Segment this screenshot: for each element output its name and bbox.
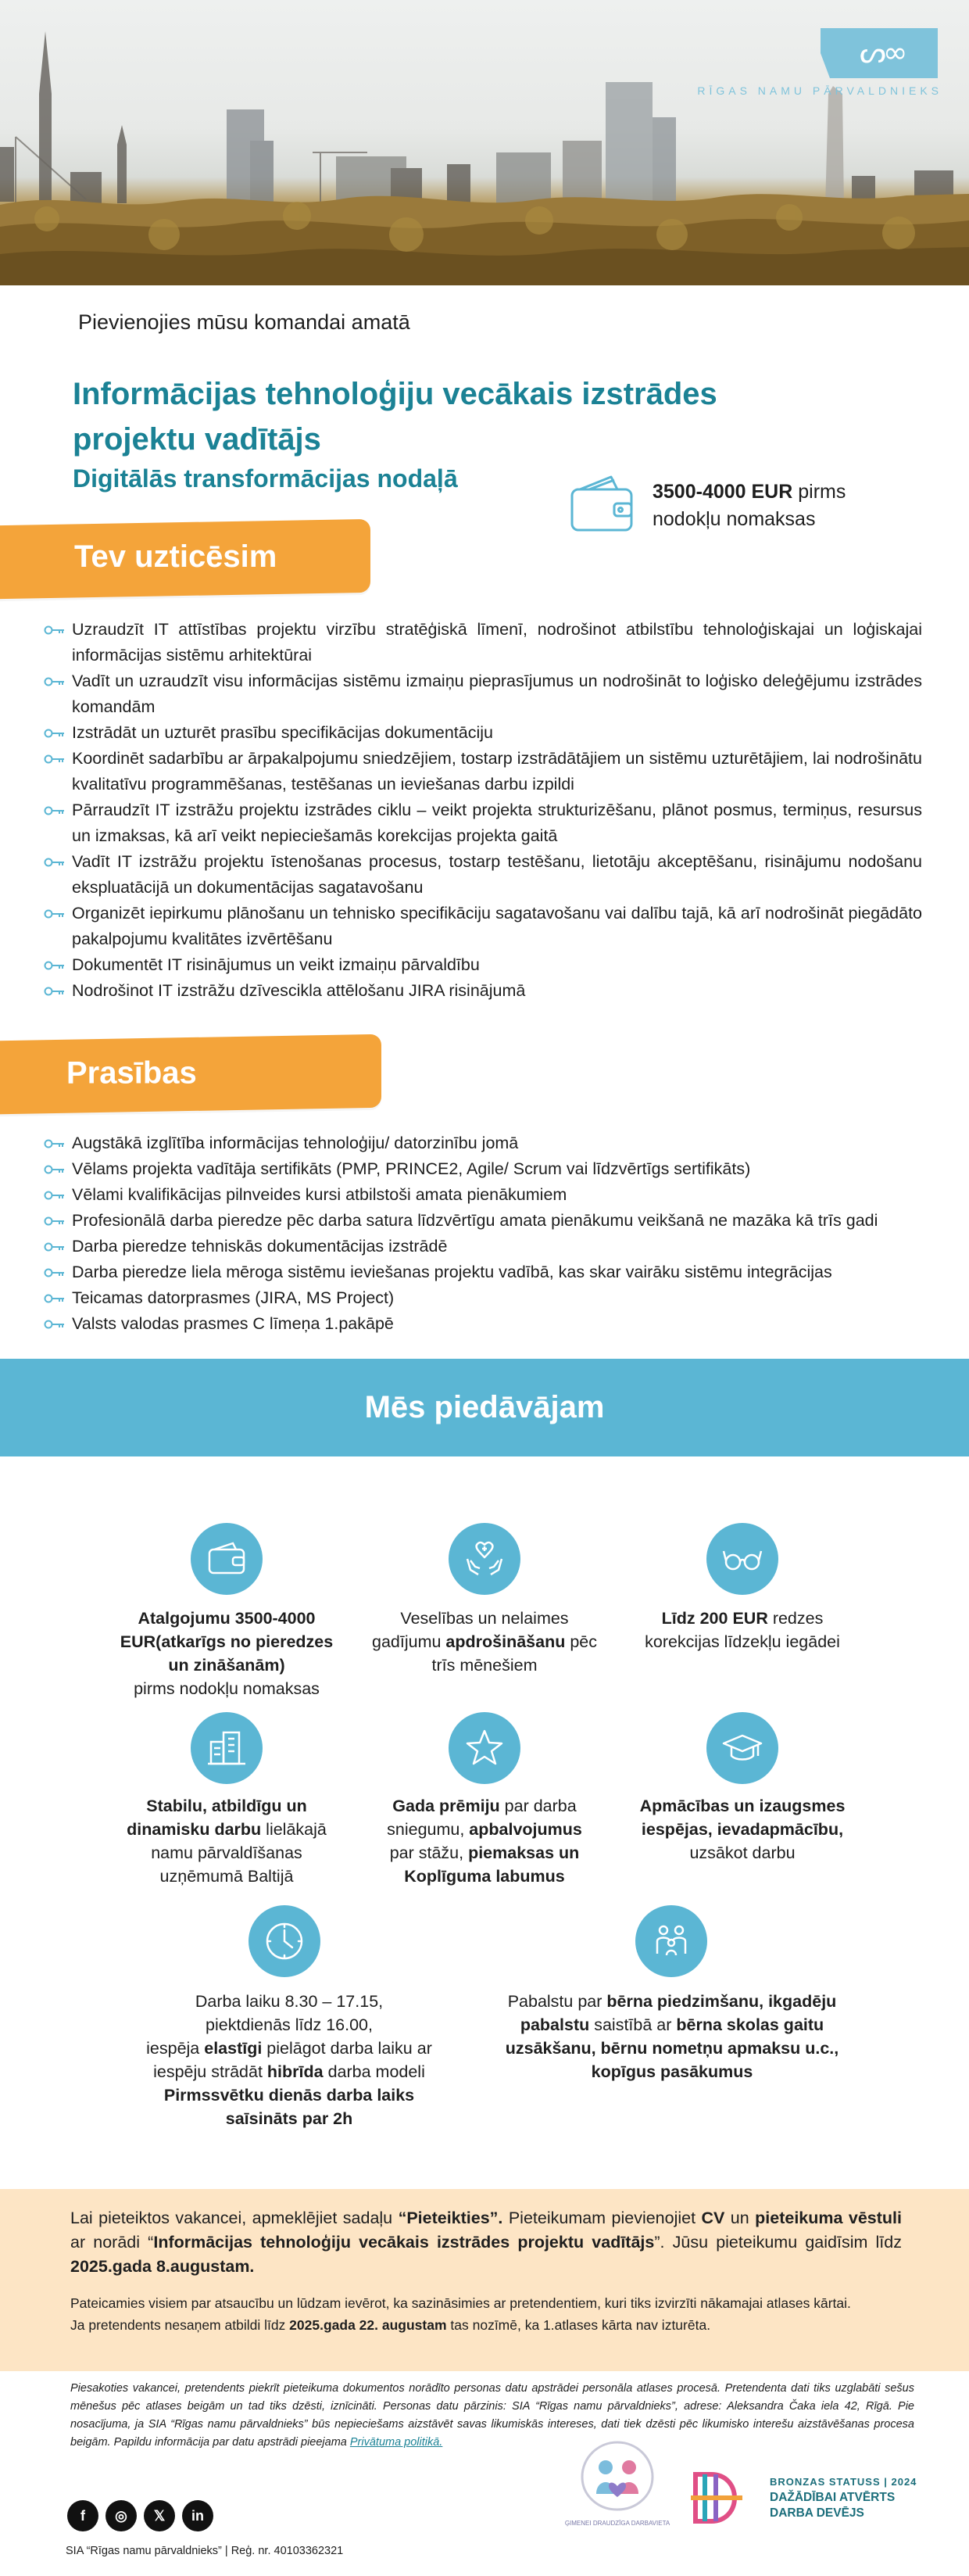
key-bullet-icon: [44, 1216, 66, 1227]
list-item: Darba pieredze liela mēroga sistēmu ieviešanas projektu vadībā, kas skar vairāku sistēmu integrācijas: [44, 1259, 922, 1285]
key-bullet-icon: [44, 1267, 66, 1278]
list-item: Vēlams projekta vadītāja sertifikāts (PMP, PRINCE2, Agile/ Scrum vai līdzvērtīgs sertifikāts): [44, 1156, 922, 1182]
key-bullet-icon: [44, 1190, 66, 1201]
graduation-cap-icon: [706, 1712, 778, 1784]
star-icon: [449, 1712, 520, 1784]
instagram-icon[interactable]: ◎: [105, 2500, 137, 2531]
key-bullet-icon: [44, 1241, 66, 1252]
buildings-icon: [191, 1712, 263, 1784]
key-bullet-icon: [44, 754, 66, 765]
x-twitter-icon[interactable]: 𝕏: [144, 2500, 175, 2531]
diversity-badge-icon: [688, 2467, 750, 2529]
health-hands-icon: [449, 1523, 520, 1595]
facebook-icon[interactable]: f: [67, 2500, 98, 2531]
salary-amount: 3500-4000 EUR: [653, 481, 793, 503]
family-badge-text: ĢIMENEI DRAUDZĪGA DARBAVIETA: [564, 2520, 670, 2527]
key-bullet-icon: [44, 805, 66, 816]
privacy-notice: Piesakoties vakancei, pretendents piekrīt pieteikuma dokumentos norādīto personas datu apstrādei personāla atlases procesā. Pretendenta dati tiks uzglabāti sešus mēnešus pēc atlases beigām un tad tiks dzēsti, iznīcināti. Personas datu pārzinis: SIA “Rīgas namu pārvaldnieks”, adrese: Aleksandra Čaka iela 42, Rīgā. Pie nosacījuma, ja SIA “Rīgas namu pārvaldnieks” būs nepieciešams aizstāvēt savas likumiskās intereses, dati tiek dzēsti pēc likumisko interešu aizstāvēšanas procesa beigām. Papildu informācija par datu apstrādi pieejama Privātuma politikā.: [70, 2382, 914, 2449]
benefit-stable-job: Stabilu, atbildīgu un dinamisku darbu lielākajā namu pārvaldīšanas uzņēmumā Baltijā: [127, 1797, 327, 1886]
apply-link[interactable]: “Pieteikties”.: [398, 2209, 503, 2227]
diversity-employer-label: DAŽĀDĪBAI ATVĒRTS DARBA DEVĒJS: [770, 2491, 896, 2520]
key-bullet-icon: [44, 986, 66, 997]
list-item: Valsts valodas prasmes C līmeņa 1.pakāpē: [44, 1311, 922, 1337]
company-logo-mark: ᔕ∞: [860, 35, 905, 70]
key-bullet-icon: [44, 1138, 66, 1149]
offer-title: Mēs piedāvājam: [364, 1390, 605, 1424]
duties-list: [44, 617, 922, 1004]
benefit-learning: Apmācības un izaugsmes iespējas, ievadapmācību, uzsākot darbu: [639, 1797, 846, 1862]
list-item: Koordinēt sadarbību ar ārpakalpojumu sniedzējiem, tostarp izstrādātājiem un sistēmu uzturētājiem, lai nodrošinātu kvalitatīvu programmēšanas, testēšanas un ieviešanas darbu izpildi: [44, 746, 922, 797]
requirements-list: [44, 1130, 922, 1337]
requirements-tab: [0, 1034, 381, 1115]
job-title: Informācijas tehnoloģiju vecākais izstrādes projektu vadītājs: [73, 377, 717, 457]
list-item: Profesionālā darba pieredze pēc darba satura līdzvērtīgu amata pienākumu veikšanā ne mazāka kā trīs gadi: [44, 1208, 922, 1234]
key-bullet-icon: [44, 857, 66, 868]
offer-band: [0, 1359, 969, 1456]
benefit-salary: Atalgojumu 3500-4000 EUR(atkarīgs no pieredzes un zināšanām) pirms nodokļu nomaksas: [120, 1609, 334, 1698]
list-item: Izstrādāt un uzturēt prasību specifikācijas dokumentāciju: [44, 720, 922, 746]
footer-company-info: SIA “Rīgas namu pārvaldnieks” | Reģ. nr. 40103362321: [66, 2545, 344, 2557]
list-item: Vēlami kvalifikācijas pilnveides kursi atbilstoši amata pienākumiem: [44, 1182, 922, 1208]
duties-tab: [0, 519, 370, 599]
key-bullet-icon: [44, 676, 66, 687]
salary-suffix: pirms nodokļu nomaksas: [653, 481, 846, 530]
key-bullet-icon: [44, 1293, 66, 1304]
intro-text: Pievienojies mūsu komandai amatā: [78, 310, 410, 334]
department: Digitālās transformācijas nodaļā: [73, 464, 458, 493]
list-item: Augstākā izglītība informācijas tehnoloģiju/ datorzinību jomā: [44, 1130, 922, 1156]
list-item: Darba pieredze tehniskās dokumentācijas izstrādē: [44, 1234, 922, 1259]
wallet-icon: [569, 474, 636, 533]
list-item: Uzraudzīt IT attīstības projektu virzību stratēģiskā līmenī, nodrošinot atbilstību tehnoloģiskajai un loģiskajai informācijas sistēmu arhitektūrai: [44, 617, 922, 668]
hero-skyline-image: [0, 0, 969, 285]
key-bullet-icon: [44, 728, 66, 739]
benefit-family: Pabalstu par bērna piedzimšanu, ikgadēju pabalstu saistībā ar bērna skolas gaitu uzsākšanu, bērnu nometņu apmaksu u.c., kopīgus pasākumus: [505, 1992, 839, 2081]
apply-note: Pateicamies visiem par atsaucību un lūdzam ievērot, ka sazināsimies ar pretendentiem, kuri tiks izvirzīti nākamajai atlases kārtai. Ja pretendents nesaņem atbildi līdz 2025.gada 22. augustam tas nozīmē, ka 1.atlases kārta nav izturēta.: [70, 2295, 851, 2333]
glasses-icon: [706, 1523, 778, 1595]
key-bullet-icon: [44, 1164, 66, 1175]
salary-info: [653, 478, 903, 533]
family-icon: [635, 1905, 707, 1977]
list-item: Vadīt IT izstrāžu projektu īstenošanas procesus, tostarp testēšanu, lietotāju akceptēšanu, risinājumu nodošanu ekspluatācijā un dokumentācijas sagatavošanu: [44, 849, 922, 901]
list-item: Organizēt iepirkumu plānošanu un tehnisko specifikāciju sagatavošanu vai dalību tajā, kā arī nodrošināt piegādāto pakalpojumu kvalitātes izvērtēšanu: [44, 901, 922, 952]
key-bullet-icon: [44, 625, 66, 636]
privacy-policy-link[interactable]: Privātuma politikā.: [349, 2436, 443, 2449]
linkedin-icon[interactable]: in: [182, 2500, 213, 2531]
requirements-title: Prasības: [66, 1055, 197, 1091]
list-item: Vadīt un uzraudzīt visu informācijas sistēmu izmaiņu pieprasījumus un nodrošināt to loģisko deleģējumu izstrādes komandām: [44, 668, 922, 720]
wallet-icon: [191, 1523, 263, 1595]
list-item: Teicamas datorprasmes (JIRA, MS Project): [44, 1285, 922, 1311]
benefit-insurance: Veselības un nelaimes gadījumu apdrošināšanu pēc trīs mēnešiem: [372, 1609, 597, 1675]
list-item: Nodrošinot IT izstrāžu dzīvescikla attēlošanu JIRA risinājumā: [44, 978, 922, 1004]
benefit-bonus: Gada prēmiju par darba sniegumu, apbalvojumus par stāžu, piemaksas un Koplīguma labumus: [387, 1797, 582, 1886]
company-name: RĪGAS NAMU PĀRVALDNIEKS: [697, 84, 942, 97]
duties-title: Tev uzticēsim: [74, 539, 277, 575]
key-bullet-icon: [44, 908, 66, 919]
bronze-status: BRONZAS STATUSS | 2024: [770, 2476, 917, 2488]
benefit-glasses: Līdz 200 EUR redzes korekcijas līdzekļu iegādei: [645, 1609, 840, 1651]
apply-instructions: Lai pieteiktos vakancei, apmeklējiet sadaļu “Pieteikties”. Pieteikumam pievienojiet CV un pieteikuma vēstuli ar norādi “Informācijas tehnoloģiju vecākais izstrādes projektu vadītājs”. Jūsu pieteikumu gaidīsim līdz 2025.gada 8.augustam.: [70, 2209, 903, 2276]
key-bullet-icon: [44, 960, 66, 971]
benefit-working-hours: Darba laiku 8.30 – 17.15, piektdienās līdz 16.00, iespēja elastīgi pielāgot darba laiku ar iespēju strādāt hibrīda darba modeli Pirmssvētku dienās darba laiks saīsināts par 2h: [146, 1992, 432, 2128]
clock-icon: [249, 1905, 320, 1977]
list-item: Dokumentēt IT risinājumus un veikt izmaiņu pārvaldību: [44, 952, 922, 978]
list-item: Pārraudzīt IT izstrāžu projektu izstrādes ciklu – veikt projekta strukturizēšanu, plānot posmus, termiņus, resursus un izmaksas, kā arī veikt nepieciešamās korekcijas projekta gaitā: [44, 797, 922, 849]
family-friendly-badge: [564, 2438, 670, 2542]
key-bullet-icon: [44, 1319, 66, 1330]
